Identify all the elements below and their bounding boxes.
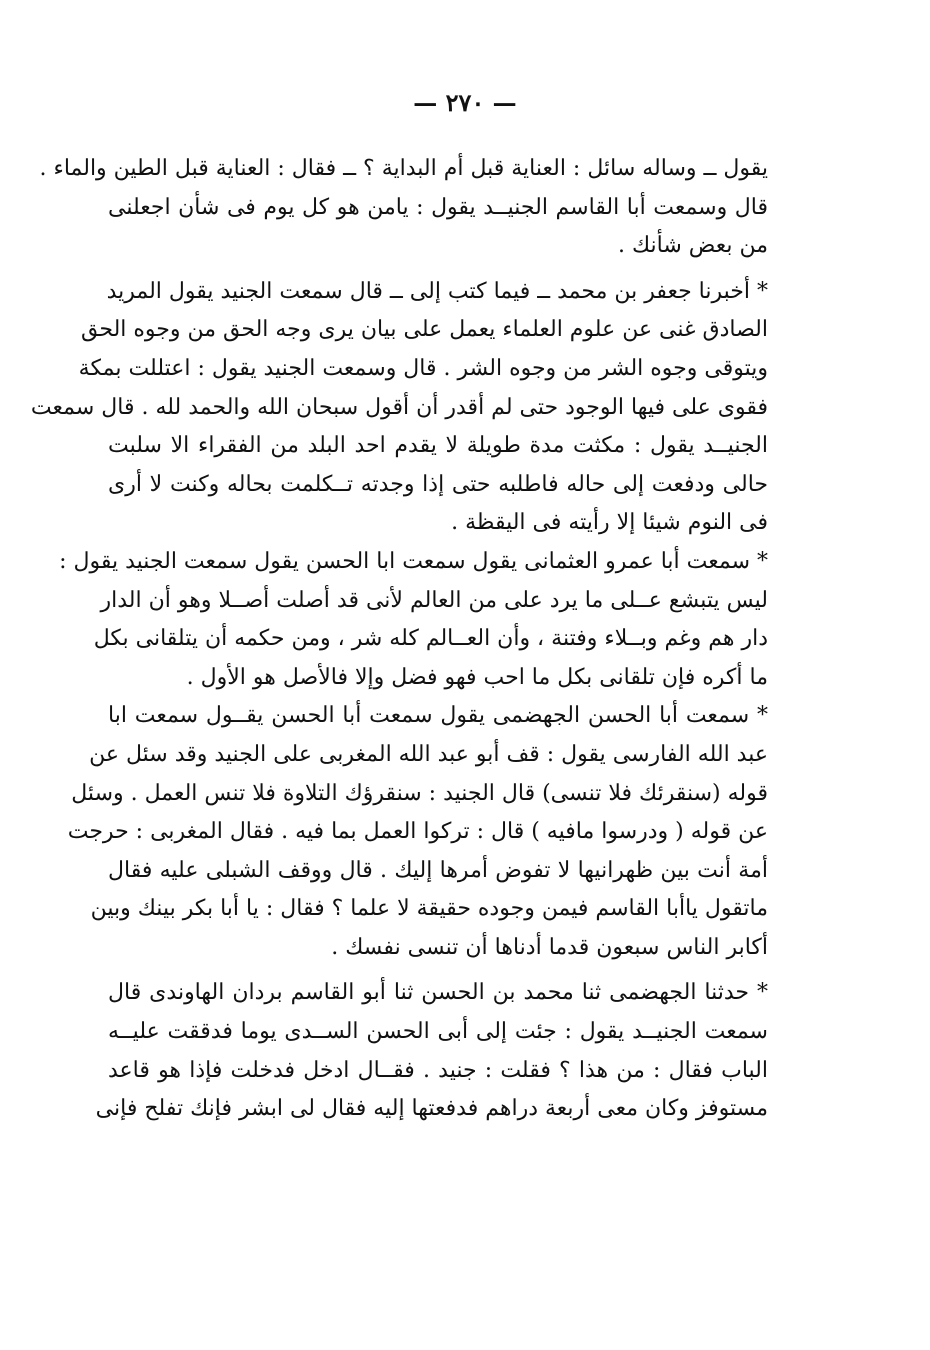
- text-line: يقول ــ وساله سائل : العناية قبل أم البداية ؟ ــ فقال : العناية قبل الطين والماء .: [39, 156, 768, 181]
- paragraph: [39, 150, 768, 266]
- text-line: قال وسمعت أبا القاسم الجنيــد يقول : يامن هو كل يوم فى شأن اجعلنى: [108, 194, 768, 220]
- text-line: قوله (سنقرئك فلا تنسى) قال الجنيد : سنقرؤك التلاوة فلا تنس العمل . وسئل: [71, 780, 768, 806]
- text-line: دار هم وغم وبــلاء وفتنة ، وأن العــالم كله شر ، ومن حكمه أن يتلقانى بكل: [93, 626, 768, 652]
- page-body: [30, 150, 768, 1129]
- text-line: ما أكره فإن تلقانى بكل ما احب فهو فضل وإلا فالأصل هو الأول .: [186, 664, 768, 690]
- text-line: عن قوله ( ودرسوا مافيه ) قال : تركوا العمل بما فيه . فقال المغربى : حرجت: [67, 819, 768, 845]
- paragraph: [59, 543, 768, 697]
- text-line: * سمعت أبا عمرو العثمانى يقول سمعت ابا الحسن يقول سمعت الجنيد يقول :: [59, 548, 768, 574]
- text-line: حالى ودفعت إلى حاله فاطلبه حتى إذا وجدته تــكلمت بحاله وكنت لا أرى: [108, 471, 768, 497]
- text-line: الباب فقال : من هذا ؟ فقلت : جنيد . فقــال ادخل فدخلت فإذا هو قاعد: [108, 1057, 768, 1083]
- text-line: فقوى على فيها الوجود حتى لم أقدر أن أقول سبحان الله والحمد لله . قال سمعت: [30, 394, 768, 420]
- text-line: * حدثنا الجهضمى ثنا محمد بن الحسن ثنا أبو القاسم بردان الهاوندى قال: [108, 980, 768, 1006]
- text-line: فى النوم شيئا إلا رأيته فى اليقظة .: [451, 510, 768, 536]
- text-line: ماتقول ياأبا القاسم فيمن وجوده حقيقة لا علما ؟ فقال : يا أبا بكر بينك وبين: [90, 896, 768, 922]
- text-line: ويتوقى وجوه الشر من وجوه الشر . قال وسمعت الجنيد يقول : اعتللت بمكة: [78, 355, 768, 381]
- page-number: — ٢٧٠ —: [413, 88, 517, 117]
- text-line: أكابر الناس سبعون قدما أدناها أن تنسى نفسك .: [331, 934, 768, 960]
- text-line: مستوفز وكان معى أربعة دراهم فدفعتها إليه فقال لى ابشر فإنك تفلح فإنى: [95, 1096, 768, 1122]
- text-line: من بعض شأنك .: [618, 233, 768, 259]
- text-line: الجنيــد يقول : مكثت مدة طويلة لا يقدم احد البلد من الفقراء الا سلبت: [108, 433, 768, 459]
- text-line: عبد الله الفارسى يقول : قف أبو عبد الله المغربى على الجنيد وقد سئل عن: [89, 741, 768, 767]
- paragraph: [30, 273, 768, 543]
- text-line: الصادق غنى عن علوم العلماء يعمل على بيان يرى وجه الحق من وجوه الحق: [81, 317, 768, 343]
- text-line: * أخبرنا جعفر بن محمد ــ فيما كتب إلى ــ قال سمعت الجنيد يقول المريد: [106, 278, 768, 304]
- text-line: ليس يتبشع عــلى ما يرد على من العالم لأنى قد أصلت أصــلا وهو أن الدار: [100, 587, 768, 613]
- text-line: * سمعت أبا الحسن الجهضمى يقول سمعت أبا الحسن يقــول سمعت ابا: [108, 703, 768, 729]
- paragraph: [67, 697, 768, 967]
- text-line: سمعت الجنيــد يقول : جئت إلى أبى الحسن الســدى يوما فدققت عليــه: [108, 1019, 768, 1045]
- paragraph: [95, 974, 768, 1128]
- text-line: أمة أنت بين ظهرانيها لا تفوض أمرها إليك . قال ووقف الشبلى عليه فقال: [108, 857, 768, 883]
